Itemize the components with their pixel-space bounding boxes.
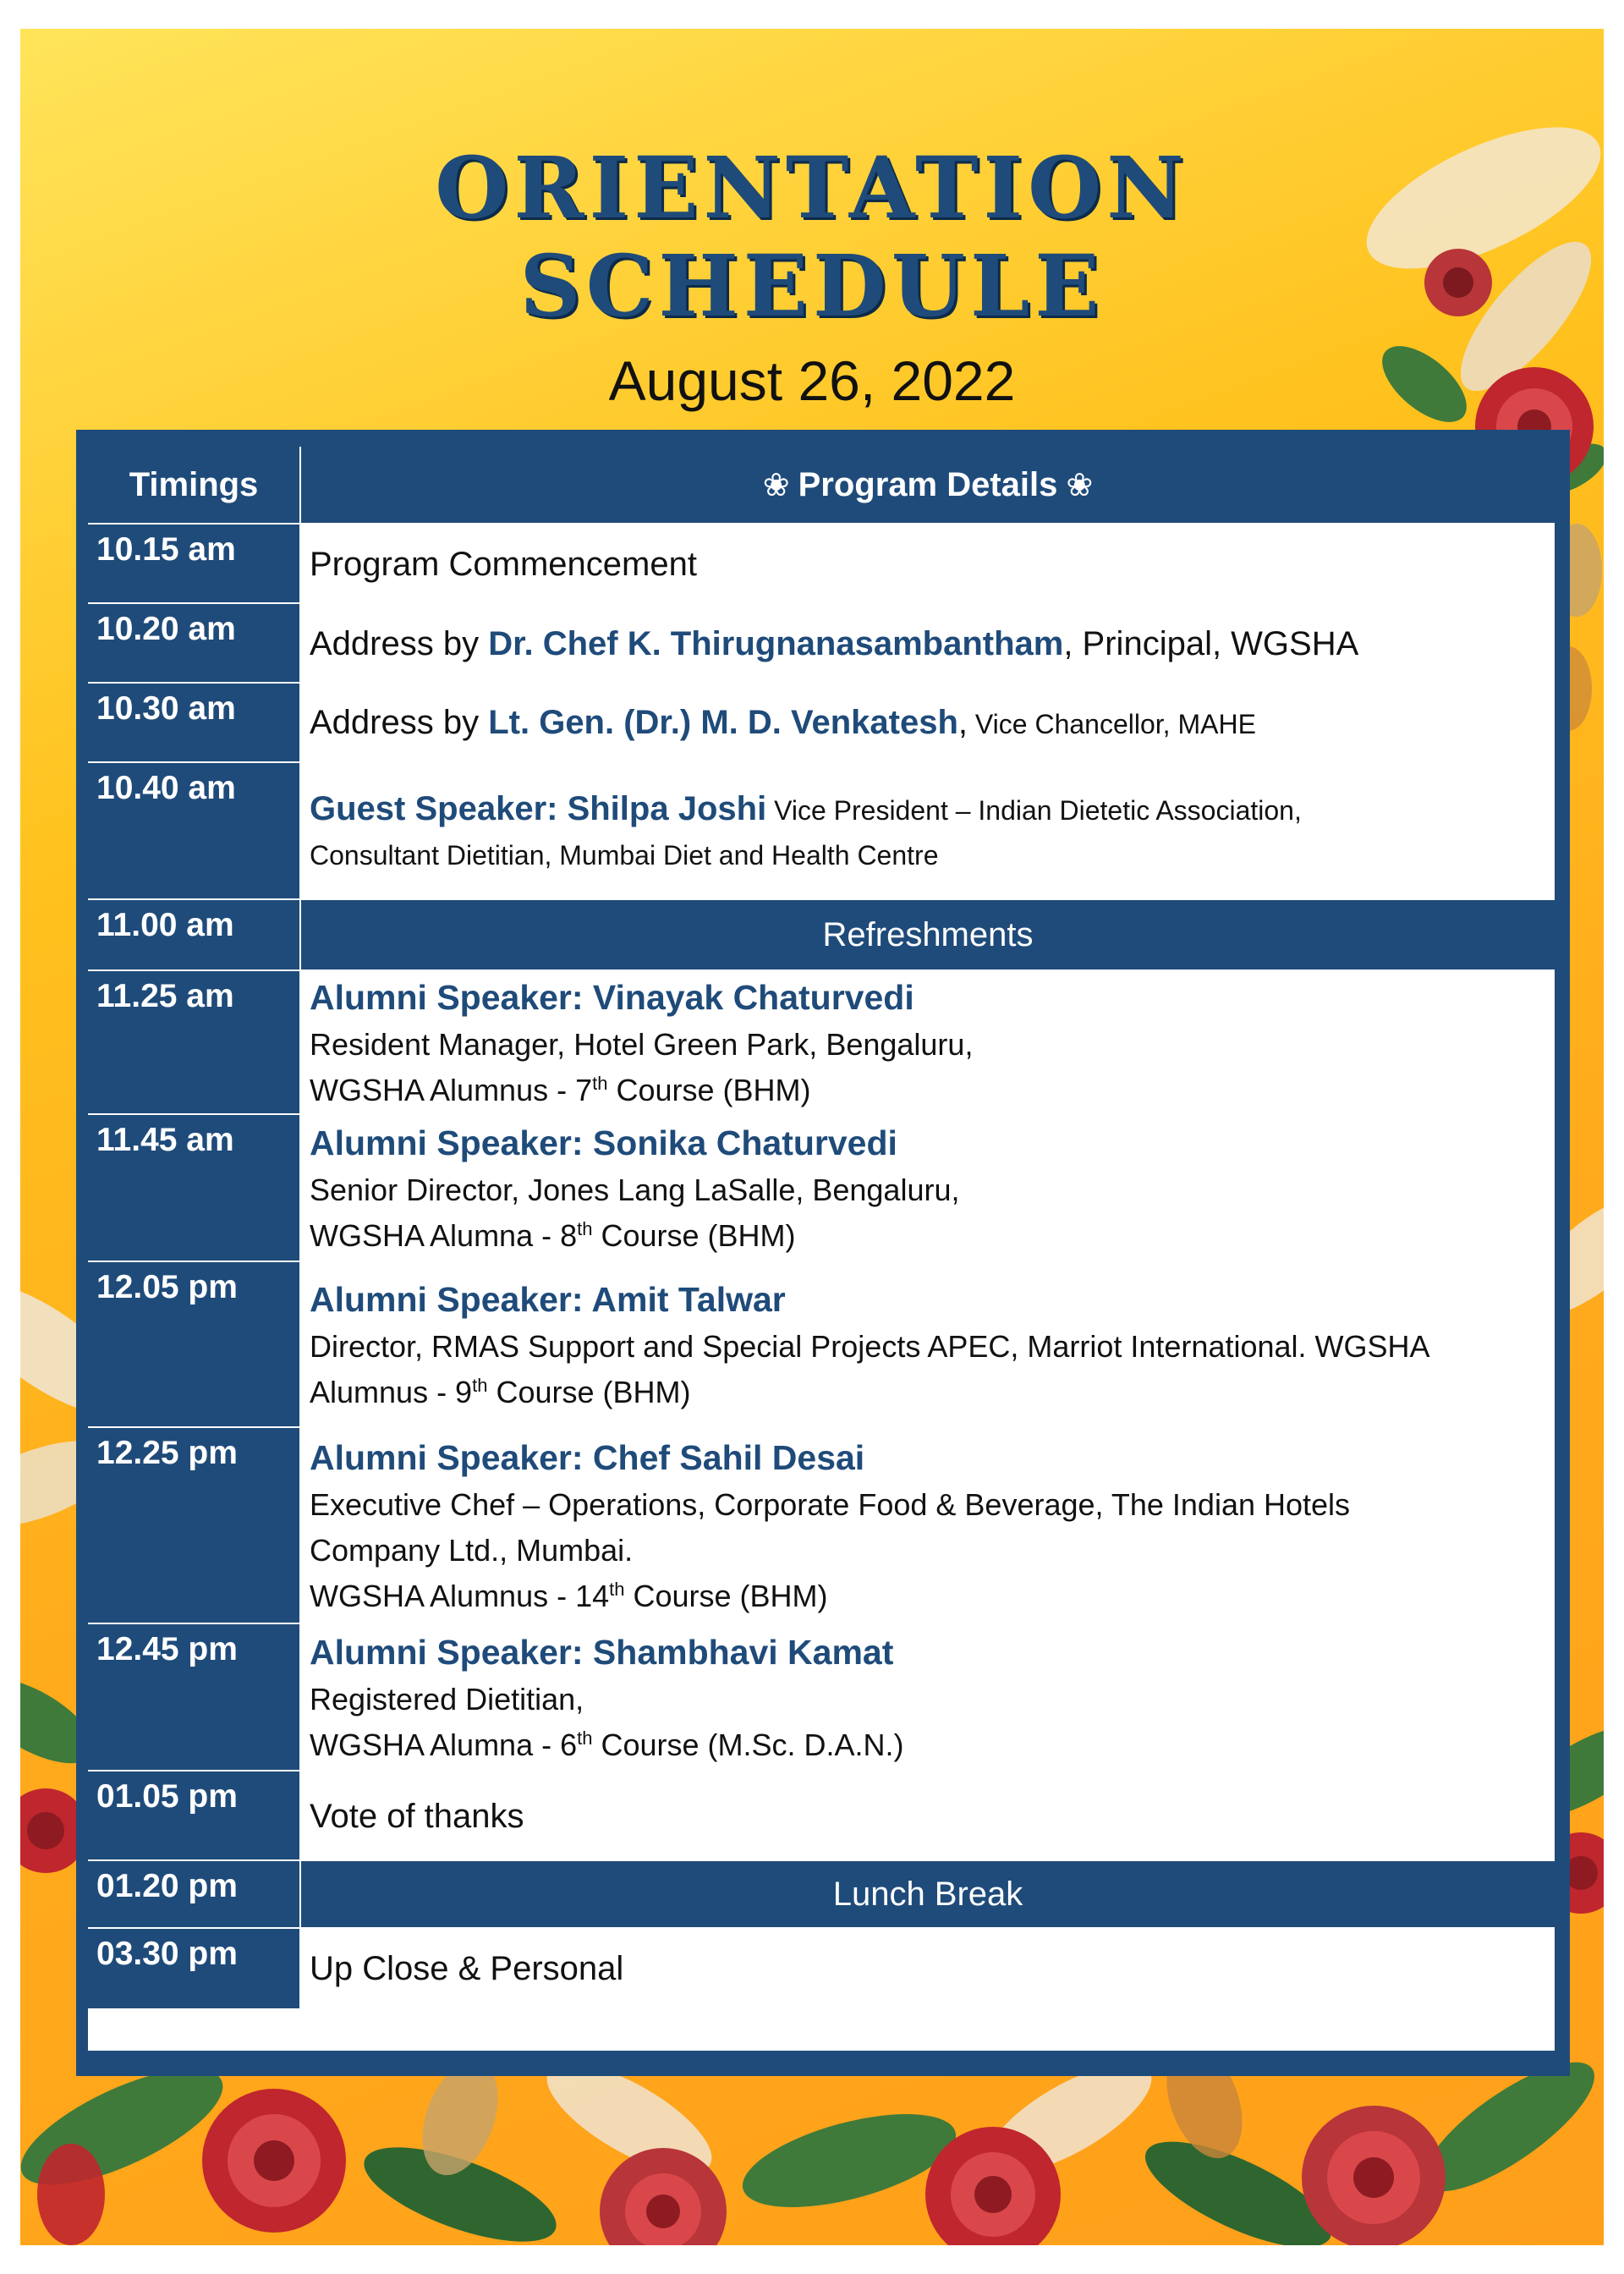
speaker-role: Executive Chef – Operations, Corporate Food & Beverage, The Indian Hotels — [310, 1487, 1351, 1522]
time-cell: 01.05 pm — [88, 1771, 299, 1861]
flower-icon: ❀ — [1066, 467, 1094, 503]
detail-cell — [299, 971, 1555, 1115]
speaker-role: Registered Dietitian, — [310, 1682, 584, 1716]
speaker-title: , Principal, WGSHA — [1063, 625, 1359, 662]
speaker-title-line-2: Consultant Dietitian, Mumbai Diet and Health Centre — [310, 840, 939, 871]
alumni-course — [310, 1068, 1544, 1113]
item-prefix: Address by — [310, 625, 489, 662]
time-cell: 10.30 am — [88, 684, 299, 763]
alumni-course — [310, 1722, 1544, 1768]
program-item — [310, 621, 1544, 667]
speaker-role: Senior Director, Jones Lang LaSalle, Bengaluru, — [310, 1173, 960, 1207]
ordinal-suffix: th — [577, 1218, 593, 1239]
detail-cell — [299, 1624, 1555, 1771]
alumni-course-text: WGSHA Alumna - 8 — [310, 1218, 578, 1253]
alumni-course-program: Course (BHM) — [607, 1073, 811, 1107]
time-cell: 10.40 am — [88, 763, 299, 900]
ordinal-suffix: th — [577, 1727, 593, 1749]
flower-icon: ❀ — [762, 467, 790, 503]
header-program-label: Program Details — [798, 465, 1058, 503]
item-prefix: Address by — [310, 704, 489, 741]
header-program-details — [299, 447, 1555, 525]
detail-cell — [299, 525, 1555, 604]
detail-cell — [299, 1428, 1555, 1624]
speaker-role: Director, RMAS Support and Special Projects APEC, Marriot International. WGSHA — [310, 1329, 1430, 1364]
title-line-1: ORIENTATION — [435, 138, 1189, 238]
speaker-name: Guest Speaker: Shilpa Joshi — [310, 790, 767, 827]
time-cell: 11.25 am — [88, 971, 299, 1115]
speaker-role-line-2: Company Ltd., Mumbai. — [310, 1533, 634, 1568]
program-item — [310, 786, 1544, 833]
detail-cell — [299, 684, 1555, 763]
time-cell: 11.00 am — [88, 900, 299, 971]
ordinal-suffix: th — [472, 1375, 488, 1396]
poster — [20, 29, 1604, 2245]
speaker-title: Vice President – Indian Dietetic Association, — [766, 795, 1302, 826]
alumni-course-program: Course (BHM) — [624, 1579, 828, 1613]
detail-cell — [299, 1929, 1555, 2008]
alumni-course-text: Alumnus - 9 — [310, 1375, 473, 1409]
alumni-course — [310, 1574, 1544, 1619]
time-cell: 10.20 am — [88, 604, 299, 684]
alumni-course-program: Course (M.Sc. D.A.N.) — [592, 1727, 904, 1762]
speaker-title: Vice Chancellor, MAHE — [968, 709, 1256, 739]
alumni-course-program: Course (BHM) — [487, 1375, 691, 1409]
speaker-name: Dr. Chef K. Thirugnanasambantham — [488, 625, 1064, 662]
speaker-name: Alumni Speaker: Amit Talwar — [310, 1280, 786, 1319]
program-item — [310, 700, 1544, 747]
detail-cell — [299, 1115, 1555, 1262]
speaker-name: Alumni Speaker: Shambhavi Kamat — [310, 1633, 894, 1672]
speaker-name: Alumni Speaker: Vinayak Chaturvedi — [310, 978, 914, 1017]
break-band: Refreshments — [299, 900, 1555, 971]
detail-cell — [299, 604, 1555, 684]
time-cell: 12.25 pm — [88, 1428, 299, 1624]
detail-cell — [299, 763, 1555, 900]
speaker-name: Alumni Speaker: Sonika Chaturvedi — [310, 1123, 897, 1162]
time-cell: 11.45 am — [88, 1115, 299, 1262]
detail-cell — [299, 1262, 1555, 1428]
time-cell: 12.05 pm — [88, 1262, 299, 1428]
speaker-name: Lt. Gen. (Dr.) M. D. Venkatesh — [488, 704, 958, 741]
item-comma: , — [957, 704, 968, 741]
speaker-name: Alumni Speaker: Chef Sahil Desai — [310, 1438, 865, 1477]
alumni-course-program: Course (BHM) — [592, 1218, 796, 1253]
alumni-course-text: WGSHA Alumna - 6 — [310, 1727, 578, 1762]
schedule-table-frame — [76, 430, 1570, 2076]
header-timings: Timings — [88, 447, 299, 525]
event-date: August 26, 2022 — [608, 349, 1016, 412]
schedule-table — [88, 447, 1555, 2051]
title-line-2: SCHEDULE — [519, 236, 1105, 336]
program-item: Vote of thanks — [310, 1798, 524, 1835]
alumni-course-text: WGSHA Alumnus - 7 — [310, 1073, 593, 1107]
ordinal-suffix: th — [592, 1073, 608, 1094]
time-cell: 12.45 pm — [88, 1624, 299, 1771]
program-item: Up Close & Personal — [310, 1950, 624, 1987]
detail-cell — [299, 1771, 1555, 1861]
alumni-course — [310, 1370, 1544, 1415]
time-cell: 03.30 pm — [88, 1929, 299, 2008]
page-title — [20, 139, 1604, 335]
time-cell: 10.15 am — [88, 525, 299, 604]
time-cell: 01.20 pm — [88, 1861, 299, 1929]
speaker-role: Resident Manager, Hotel Green Park, Bengaluru, — [310, 1027, 974, 1062]
alumni-course — [310, 1213, 1544, 1259]
break-band: Lunch Break — [299, 1861, 1555, 1929]
ordinal-suffix: th — [609, 1579, 625, 1600]
alumni-course-text: WGSHA Alumnus - 14 — [310, 1579, 610, 1613]
program-item: Program Commencement — [310, 546, 697, 583]
